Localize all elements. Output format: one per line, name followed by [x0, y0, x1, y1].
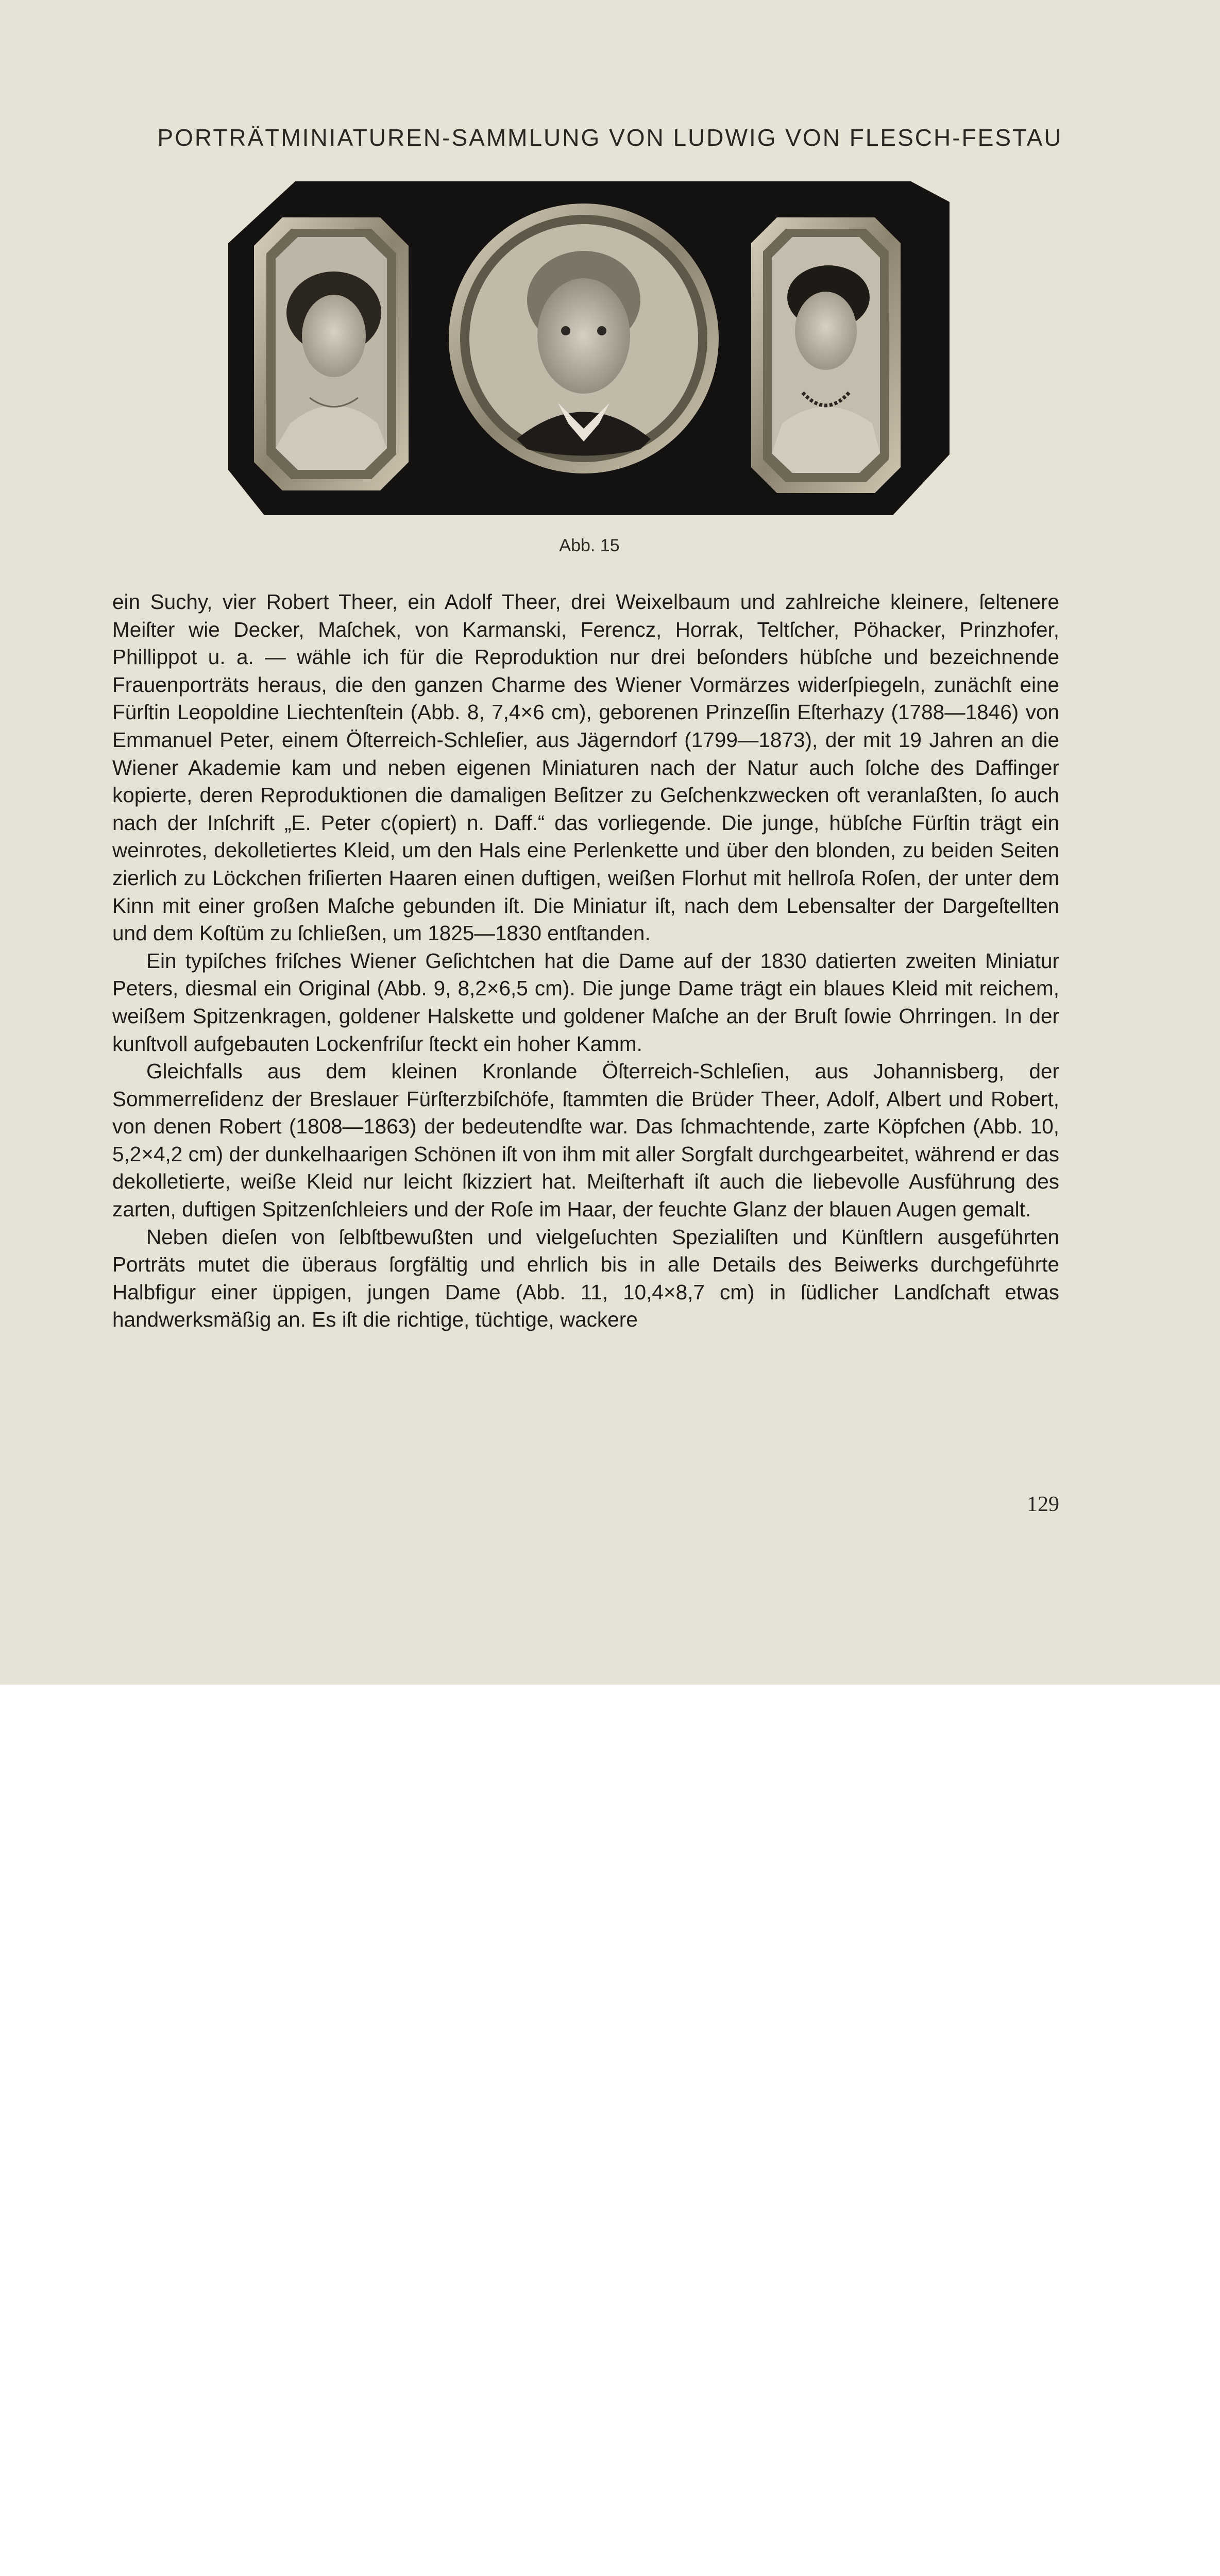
paragraph-1: ein Suchy, vier Robert Theer, ein Adolf Theer, drei Weixelbaum und zahlreiche kleinere, ſeltenere Meiſter wie Decker, Maſchek, von Karmanski, Ferencz, Horrak, Teltſcher, Pöhacker, Prinzhofer, Phillippot u. a. — wähle ich für die Reproduktion nur drei beſonders hübſche und bezeichnende Frauenporträts heraus, die den ganzen Charme des Wiener Vormärzes widerſpiegeln, zunächſt eine Fürſtin Leopoldine Liechtenſtein (Abb. 8, 7,4×6 cm), geborenen Prinzeſſin Eſterhazy (1788—1846) von Emmanuel Peter, einem Öſterreich-Schleſier, aus Jägerndorf (1799—1873), der mit 19 Jahren an die Wiener Akademie kam und neben eigenen Miniaturen nach der Natur auch ſolche des Daffinger kopierte, deren Reproduktionen die damaligen Beſitzer zu Geſchenkzwecken oft veranlaßten, ſo auch nach der Inſchrift „E. Peter c(opiert) n. Daff.“ das vorliegende. Die junge, hübſche Fürſtin trägt ein weinrotes, dekolletiertes Kleid, um den Hals eine Perlenkette und über den blonden, zu beiden Seiten zierlich zu Löckchen friſierten Haaren einen duftigen, weißen Florhut mit hellroſa Roſen, der unter dem Kinn mit einer großen Maſche gebunden iſt. Die Miniatur iſt, nach dem Lebensalter der Dargeſtellten und dem Koſtüm zu ſchließen, um 1825—1830 entſtanden.	[112, 590, 1059, 945]
figure-miniatures-photo	[228, 181, 950, 515]
miniature-center-boy	[449, 204, 719, 473]
page-number: 129	[1027, 1493, 1059, 1516]
miniature-left-woman	[254, 217, 409, 490]
miniatures-illustration	[228, 181, 950, 515]
paragraph-2: Ein typiſches friſches Wiener Geſichtchen hat die Dame auf der 1830 datierten zweiten Miniatur Peters, diesmal ein Original (Abb. 9, 8,2×6,5 cm). Die junge Dame trägt ein blaues Kleid mit reichem, weißem Spitzenkragen, goldener Halskette und goldener Maſche an der Bruſt ſowie Ohrringen. In der kunſtvoll aufgebauten Lockenfriſur ſteckt ein hoher Kamm.	[112, 948, 1059, 1056]
paragraph-4: Neben dieſen von ſelbſtbewußten und vielgeſuchten Spezialiſten und Künſtlern ausgeführten Porträts mutet die überaus ſorgfältig und ehrlich bis in alle Details des Beiwerks durchgeführte Halbfigur einer üppigen, jungen Dame (Abb. 11, 10,4×8,7 cm) in ſüdlicher Landſchaft etwas handwerksmäßig an. Es iſt die richtige, tüchtige, wackere	[112, 1225, 1059, 1332]
body-text	[112, 588, 1059, 1334]
paragraph-3: Gleichfalls aus dem kleinen Kronlande Öſterreich-Schleſien, aus Johannisberg, der Sommerreſidenz der Breslauer Fürſterzbiſchöfe, ſtammten die Brüder Theer, Adolf, Albert und Robert, von denen Robert (1808—1863) der bedeutendſte war. Das ſchmachtende, zarte Köpfchen (Abb. 10, 5,2×4,2 cm) der dunkelhaarigen Schönen iſt von ihm mit aller Sorgfalt durchgearbeitet, während er das dekolletierte, weiße Kleid nur leicht ſkizziert hat. Meiſterhaft iſt auch die liebevolle Ausführung des zarten, duftigen Spitzenſchleiers und der Roſe im Haar, der feuchte Glanz der blauen Augen gemalt.	[112, 1059, 1059, 1222]
figure-caption: Abb. 15	[559, 536, 620, 555]
running-header: PORTRÄTMINIATUREN-SAMMLUNG VON LUDWIG VON FLESCH-FESTAU	[157, 124, 1063, 151]
digitization-footer	[0, 1685, 1220, 1769]
miniature-right-woman	[751, 217, 901, 493]
